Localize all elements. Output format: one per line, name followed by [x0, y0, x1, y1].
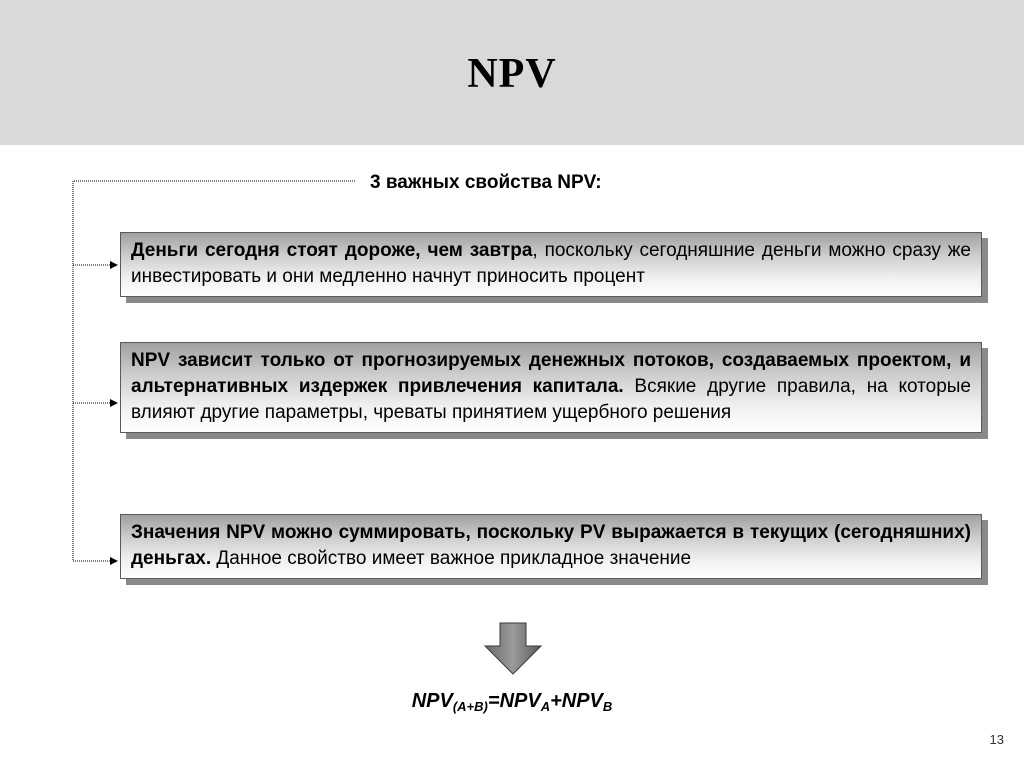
formula-lhs-sub: (A+B)	[452, 699, 488, 714]
formula-plus: +	[550, 690, 562, 712]
formula-equals: =	[487, 690, 500, 712]
formula-lhs: NPV	[411, 690, 453, 712]
property-box-1	[120, 232, 982, 297]
property-2-text: Всякие другие правила, на которые влияют другие параметры, чреваты принятием ущербного решения	[131, 376, 972, 423]
property-3-text: Данное свойство имеет важное прикладное значение	[211, 548, 692, 569]
slide-title: NPV	[467, 51, 557, 97]
formula-term-1: NPV	[499, 690, 541, 712]
subtitle: 3 важных свойства NPV:	[370, 172, 602, 193]
property-1-text: , поскольку сегодняшние деньги можно сразу же инвестировать и они медленно начнут приносить процент	[131, 240, 971, 287]
property-2-bold: NPV зависит только от прогнозируемых денежных потоков, создаваемых проектом, и альтернативных издержек привлечения капитала.	[131, 350, 971, 397]
property-box-2	[120, 342, 982, 433]
arrow-down-icon	[483, 622, 543, 676]
property-box-3	[120, 514, 982, 579]
formula-term-1-sub: A	[540, 699, 551, 714]
title-band	[0, 0, 1024, 145]
npv-formula	[0, 690, 1024, 714]
property-1-bold: Деньги сегодня стоят дороже, чем завтра	[131, 240, 533, 261]
page-number: 13	[989, 732, 1004, 747]
formula-term-2: NPV	[561, 690, 603, 712]
formula-term-2-sub: B	[602, 699, 613, 714]
property-3-bold: Значения NPV можно суммировать, поскольку PV выражается в текущих (сегодняшних) деньгах.	[131, 522, 971, 569]
